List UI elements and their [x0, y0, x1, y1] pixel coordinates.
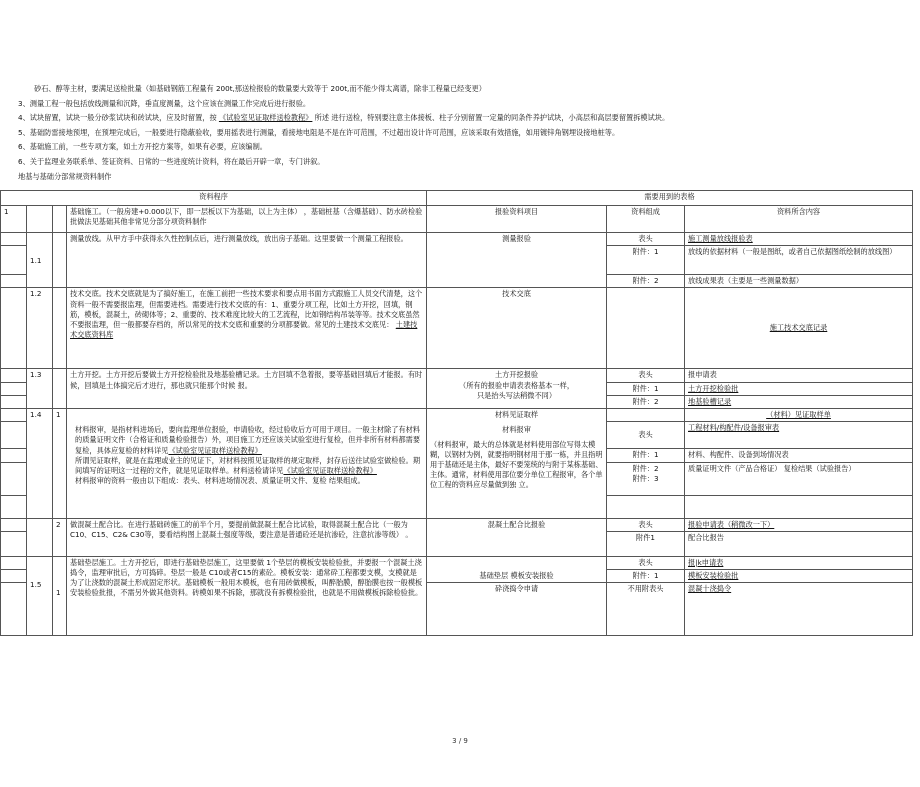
subheader-composition: 资料组成	[607, 206, 685, 233]
row-desc: 材料报审，是指材料进场后，要向监理单位报验，申请验收，经过验收后方可用于项目。一般主材除了有材料的质量证明文件（合格证和质量检验报告）外，项目施工方还应该关试验室进行复检，但并非所有材料都需要复检，具体应复检的材料详见《试验室见证取样送检教程》 所谓见证取样，就是在监理或业主的见证下，对材料按照见证取样的规定取样，封存后送往试验室做检验。期间填写的证明这一过程的文件，就是见证取样单。材料送检请详见《试验室见证取样送检教程》 材料报审的资料一般由以下组成：表头、材料进场情况表、质量证明文件、复检 结果组成。	[67, 409, 427, 518]
library-link[interactable]: 土建技术交底资料库	[70, 320, 418, 340]
intro-line: 3、测量工程一般包括放线测量和沉降，垂直度测量，这个应该在测量工作完成后进行报验。	[18, 98, 311, 108]
row-desc: 做混凝土配合比。在进行基础砖施工的前半个月，要提前做混凝土配合比试验，取得混凝土配合比（一般为 C10、C15、C2& C30等，要看结构图上混凝土强度等级，要注意是普通砼还是抗渗砼，注意抗渗等级） 。	[67, 518, 427, 556]
report-item: 测量报验	[427, 233, 607, 288]
composition: 表头	[607, 233, 685, 246]
intro-line: 5、基础防雷接地预埋，在预埋完成后，一般要进行隐蔽验收，要用摇表进行测量，看接地电阻是不是在许可范围，不过超出设计许可范围，应该采取有效措施，如用镀锌角钢埋设接地桩等。	[18, 127, 620, 137]
row-num: 1.2	[27, 288, 53, 369]
composition: 表头	[607, 518, 685, 531]
form-link[interactable]: 工程材料/构配件/设备报审表	[685, 422, 913, 449]
subheader-content: 资料所含内容	[685, 206, 913, 233]
tutorial-link[interactable]: 《试验室见证取样送检教程》	[283, 465, 377, 475]
form-link[interactable]: （材料）见证取样单	[685, 409, 913, 422]
form-link[interactable]: 模板安装检验批	[685, 569, 913, 582]
composition: 表头	[607, 422, 685, 449]
composition: 附件1	[607, 531, 685, 556]
form-link[interactable]: 土方开挖检验批	[685, 382, 913, 395]
content: 报申请表	[685, 369, 913, 382]
composition: 附件：1	[607, 246, 685, 275]
content: 放线的依据材料（一般是图纸，或者自己依据图纸绘制的放线图）	[685, 246, 913, 275]
report-item: 技术交底	[427, 288, 607, 369]
form-link[interactable]: 报|k申请表	[685, 556, 913, 569]
form-link[interactable]: 地基验槽记录	[685, 395, 913, 408]
row-desc: 土方开挖。土方开挖后要做土方开挖检验批及地基验槽记录。土方回填不急着报，要等基础回填后才能报。有时候，回填是土体搞完后才进行，那也就只能那个时候 报。	[67, 369, 427, 409]
foundation-table	[0, 190, 913, 636]
tutorial-link[interactable]: 《试验室见证取样送检教程》	[218, 113, 313, 123]
row-num: 1	[1, 206, 27, 233]
section-title: 地基与基础分部常规资料制作	[18, 171, 112, 181]
content: 配合比报告	[685, 531, 913, 556]
row-sub: 1	[53, 409, 67, 518]
content: 质量证明文件（产品合格证） 复检结果（试验报告）	[685, 462, 913, 495]
row-desc: 技术交底。技术交底就是为了搞好施工，在施工前把一些技术要求和要点用书面方式跟施工人员交代清楚，这个资料一般不需要报监理，但需要进档。需要进行技术交底的有：1、重要分项工程，比如土方开挖，回填，钢筋，模板，混凝土，砖砌体等；2、重要的、技术难度比较大的工艺流程，比如钢结构吊装等等。技术交底虽然不要报监理，但一般都要存档的，所以常见的技术交底和重要的分项都要做。常见的土建技术交底见： 土建技术交底资料库	[67, 288, 427, 369]
form-link[interactable]: 施工技术交底记录	[685, 288, 913, 369]
composition: 表头	[607, 369, 685, 382]
composition: 附件：1	[607, 569, 685, 582]
content: 材料、构配件、设备到场情况表	[685, 449, 913, 462]
intro-line: 6、基础施工前，一些专项方案，如土方开挖方案等，如果有必要，应该编制。	[18, 142, 267, 152]
row-desc: 基础施工。（一般房建+0.000以下，即一层板以下为基础，以上为主体） ，基础桩基（含爆基础）、防水砖检验批做法见基础其他非常见分部分项资料制作	[67, 206, 427, 233]
row-num: 1.4	[27, 409, 53, 518]
subheader-item: 报验资料项目	[427, 206, 607, 233]
row-desc: 测量放线。从甲方手中获得永久性控制点后，进行测量放线，放出房子基础。这里要做一个测量工程报验。	[67, 233, 427, 288]
composition: 附件：2	[607, 395, 685, 408]
composition: 附件：2	[607, 275, 685, 288]
intro-line: 砂石、醇等主材，要满足送检批量（如基础钢筋工程量有 200t,那送检报验的数量要大致等于 200t,而不能少得太离谱，除非工程量已经变更）	[34, 84, 486, 93]
form-link[interactable]: 混凝十浇捣令	[685, 583, 913, 636]
row-sub: 1	[56, 587, 61, 597]
header-procedure: 资料程序	[1, 191, 427, 206]
row-desc: 基础垫层施工。土方开挖后，即进行基础垫层施工，这里要做 1个垫层的模板安装检验批，并要报一个混凝土浇捣令，监理审批后，方可捣碎。垫层一般是 C10或者C15的素砼。模板安装：通常砕工程都要支模，支模就是为了让浇数的混凝土形成固定形状。基础模板一般用木模板，也有用砖做模板，叫醉胎膜，醇胎膜也按一般模板安装检验批报，不需另外做其他资料。砖模如果不拆除，那就没有拆模检验批，也就是不用做模板拆除检验批。	[67, 556, 427, 635]
tutorial-link[interactable]: 《试验室见证取样送检教程》	[168, 445, 262, 455]
header-forms: 需要用到的表格	[427, 191, 913, 206]
form-link[interactable]: 报验申请表（稍微改一下）	[685, 518, 913, 531]
report-item: 砕浇捣令申请	[427, 583, 607, 636]
row-num: 1.5	[30, 579, 42, 589]
composition: 不用附表头	[607, 583, 685, 636]
composition: 附件：1	[607, 449, 685, 462]
report-item: 材料见证取样 材料报审 （材料报审，最大的总体就是材料使用部位写得太模糊，以钢材为例，就要指明钢材用于那一栋，并且指明用于基础还是主体，最好不要笼统的与附于某栋基础、 主体。通常，材料使用部位要分单位工程报审，各个单位工程的资料应尽量做到独 立。	[427, 409, 607, 518]
form-link[interactable]: 施工测量放线报验表	[685, 233, 913, 246]
page-number: 3 / 9	[452, 737, 468, 745]
intro-line: 6、关于监理业务联系单、签证资料、日常的一些进度统计资料，将在最后开辟一章，专门讲叙。	[18, 156, 325, 166]
row-num: 1.1	[30, 256, 42, 265]
row-sub: 2	[53, 518, 67, 556]
content: 放线成果表（主要是一些测量数据）	[685, 275, 913, 288]
intro-line: 4、试块留置，试块一般分砂浆试块和砖试块，应及时留置，按 《试验室见证取样送检教程》 所述 进行送检，特别要注意主体接板、柱子分别留置一定量的同条件养护试块，小高层和高层要留置拆模试块。	[18, 113, 670, 123]
composition: 附件：2 附件：3	[607, 462, 685, 495]
report-item: 基础垫层 模板安装报验	[427, 556, 607, 582]
report-item: 混凝土配合比报验	[427, 518, 607, 556]
intro-text	[18, 84, 898, 186]
row-num: 1.3	[27, 369, 53, 409]
composition: 表头	[607, 556, 685, 569]
report-item: 土方开挖报验 （所有的报验申请表表格基本一样， 只是抬头写法稍微不同）	[427, 369, 607, 409]
composition: 附件：1	[607, 382, 685, 395]
